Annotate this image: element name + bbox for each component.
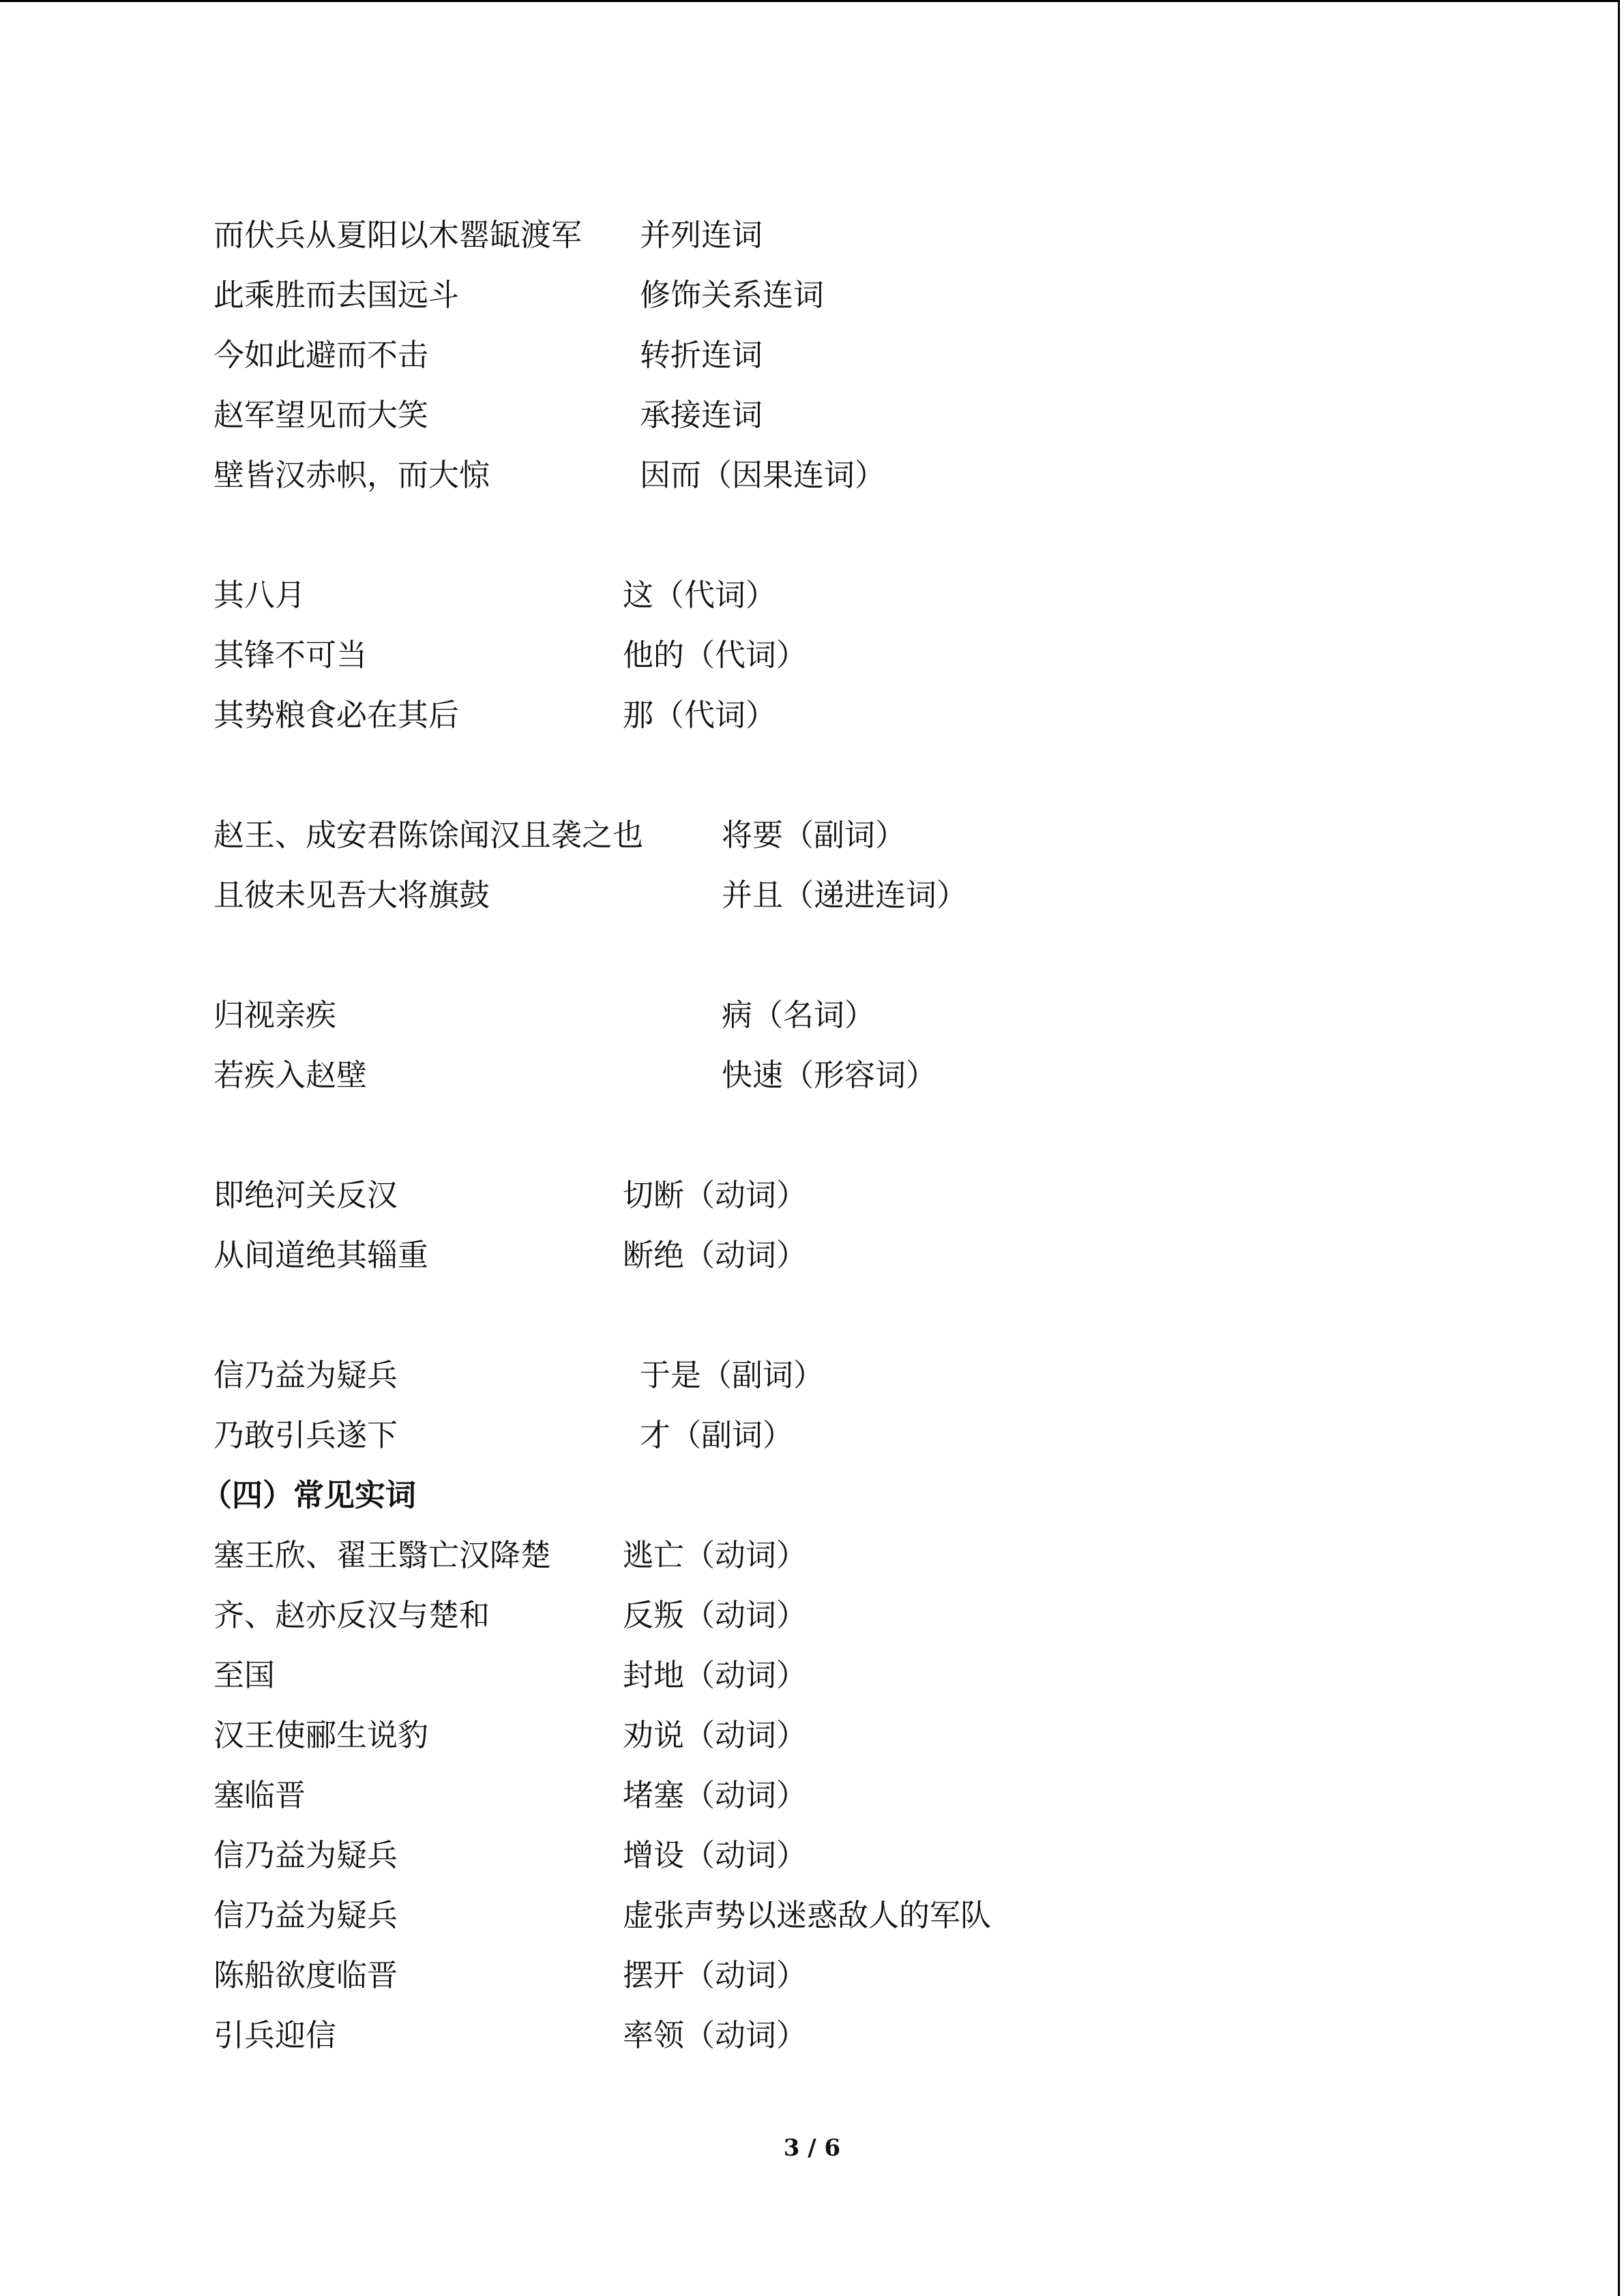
example-sentence: 汉王使郦生说豹 — [213, 1717, 429, 1753]
example-sentence: 即绝河关反汉 — [213, 1177, 398, 1213]
example-sentence: 从间道绝其辎重 — [213, 1237, 429, 1273]
word-meaning: 快速（形容词） — [722, 1057, 937, 1093]
example-sentence: 赵军望见而大笑 — [213, 397, 429, 433]
example-sentence: 引兵迎信 — [213, 2017, 337, 2053]
example-sentence: 信乃益为疑兵 — [213, 1357, 398, 1393]
word-meaning: 增设（动词） — [623, 1837, 808, 1873]
page-number: 3 / 6 — [783, 2134, 841, 2162]
word-meaning: 将要（副词） — [722, 817, 906, 853]
word-meaning: 切断（动词） — [623, 1177, 808, 1213]
example-sentence: 归视亲疾 — [213, 997, 337, 1033]
example-sentence: 信乃益为疑兵 — [213, 1897, 398, 1933]
example-sentence: 若疾入赵壁 — [213, 1057, 368, 1093]
example-sentence: 壁皆汉赤帜，而大惊 — [213, 457, 490, 493]
word-meaning: 率领（动词） — [623, 2017, 808, 2053]
word-meaning: 转折连词 — [640, 337, 763, 373]
word-meaning: 于是（副词） — [640, 1357, 825, 1393]
example-sentence: 赵王、成安君陈馀闻汉且袭之也 — [213, 817, 644, 853]
word-meaning: 反叛（动词） — [623, 1597, 808, 1633]
word-meaning: 承接连词 — [640, 397, 763, 433]
example-sentence: 塞临晋 — [213, 1777, 306, 1813]
example-sentence: 其八月 — [213, 577, 306, 613]
word-meaning: 并列连词 — [640, 217, 763, 253]
word-meaning: 修饰关系连词 — [640, 277, 825, 313]
word-meaning: 因而（因果连词） — [640, 457, 886, 493]
word-meaning: 虚张声势以迷惑敌人的军队 — [623, 1897, 992, 1933]
word-meaning: 逃亡（动词） — [623, 1537, 808, 1573]
example-sentence: 至国 — [213, 1657, 276, 1693]
example-sentence: 塞王欣、翟王翳亡汉降楚 — [213, 1537, 552, 1573]
word-meaning: 封地（动词） — [623, 1657, 808, 1693]
example-sentence: 齐、赵亦反汉与楚和 — [213, 1597, 490, 1633]
word-meaning: 断绝（动词） — [623, 1237, 808, 1273]
word-meaning: 摆开（动词） — [623, 1957, 808, 1993]
example-sentence: 而伏兵从夏阳以木罂缻渡军 — [213, 217, 582, 253]
word-meaning: 他的（代词） — [623, 637, 808, 673]
example-sentence: 今如此避而不击 — [213, 337, 429, 373]
example-sentence: 其势粮食必在其后 — [213, 697, 460, 733]
example-sentence: 其锋不可当 — [213, 637, 368, 673]
word-meaning: 堵塞（动词） — [623, 1777, 808, 1813]
word-meaning: 病（名词） — [722, 997, 876, 1033]
example-sentence: 此乘胜而去国远斗 — [213, 277, 460, 313]
word-meaning: 这（代词） — [623, 577, 777, 613]
word-meaning: 才（副词） — [640, 1417, 794, 1453]
example-sentence: 陈船欲度临晋 — [213, 1957, 398, 1993]
example-sentence: 乃敢引兵遂下 — [213, 1417, 398, 1453]
example-sentence: 且彼未见吾大将旗鼓 — [213, 877, 490, 913]
word-meaning: 劝说（动词） — [623, 1717, 808, 1753]
section-heading: （四）常见实词 — [201, 1477, 417, 1513]
word-meaning: 并且（递进连词） — [722, 877, 968, 913]
example-sentence: 信乃益为疑兵 — [213, 1837, 398, 1873]
word-meaning: 那（代词） — [623, 697, 777, 733]
